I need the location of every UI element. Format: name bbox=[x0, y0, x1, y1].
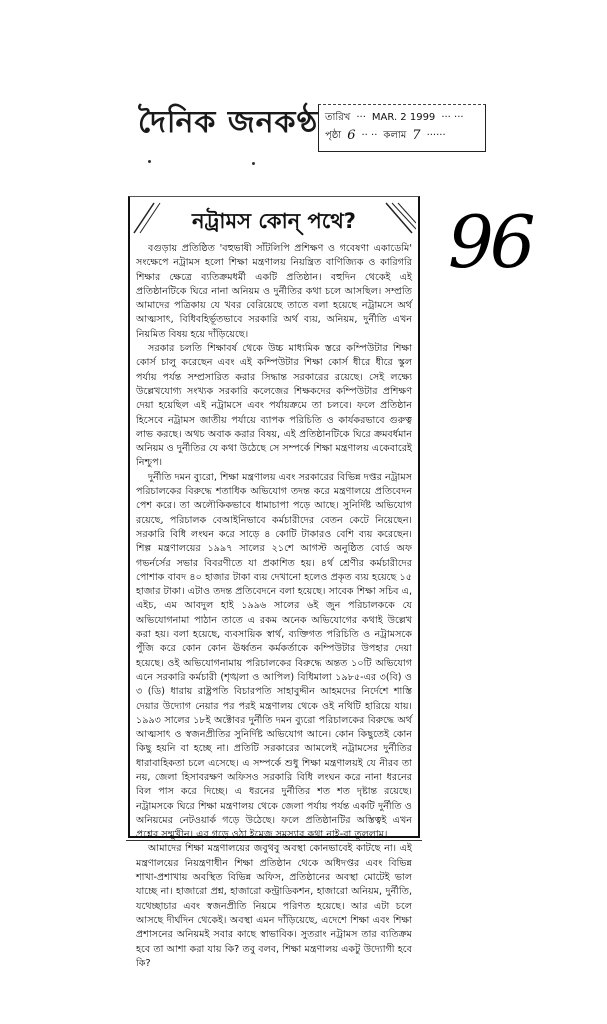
title-decoration-left bbox=[132, 201, 166, 235]
column-label: কলাম bbox=[383, 130, 407, 141]
title-decoration-right bbox=[382, 201, 416, 235]
article-title: নট্রামস কোন্ পথে? bbox=[191, 209, 356, 233]
article-paragraph: আমাদের শিক্ষা মন্ত্রণালয়ের জবুথবু অবস্থা কোনভাবেই কাটছে না। এই মন্ত্রণালয়ের নিয়ন্ত্রণাধীন শিক্ষা প্রতিষ্ঠান থেকে অধিদপ্তর এবং বিভিন্ন শাখা-প্রশাখায় অবস্থিত বিভিন্ন অফিস, প্রতিষ্ঠানের অবস্থা মোটেই ভাল যাচ্ছে না। হাজারো প্রশ্ন, হাজারো কন্ট্রাডিকশন, হাজারো অনিয়ম, দুর্নীতি, যথেচ্ছাচার এবং স্বজনপ্রীতি নিয়মে পরিণত হয়েছে। আর এটা চলে আসছে দীর্ঘদিন থেকেই। অবস্থা এমন দাঁড়িয়েছে, এদেশে শিক্ষা এবং শিক্ষা প্রশাসনের অনিয়মই সবার কাছে স্বাভাবিক। সুতরাং নট্রামস তার ব্যতিক্রম হবে তা আশা করা যায় কি? তবু বলব, শিক্ষা মন্ত্রণালয় একটু উদ্যোগী হবে কি? bbox=[136, 843, 412, 969]
date-value: MAR. 2 1999 bbox=[371, 112, 436, 123]
article-paragraph: দুর্নীতি দমন ব্যুরো, শিক্ষা মন্ত্রণালয় এবং সরকারের বিভিন্ন দপ্তর নট্রামস পরিচালকের বিরুদ্ধে শতাধিক অভিযোগ তদন্ত করে মন্ত্রণালয়ে প্রতিবেদন পেশ করে। তা অলৌকিকভাবে ধামাচাপা পড়ে আছে। সুনির্দিষ্ট অভিযোগ রয়েছে, পরিচালক বেআইনিভাবে কর্মচারীদের বেতন কেটে নিয়েছেন। সরকারি বিধি লংঘন করে সাড়ে ৪ কোটি টাকারও বেশি ব্যয় করেছেন। শিল্প মন্ত্রণালয়ের ১৯৯৭ সালের ২১শে আগস্ট অনুষ্ঠিত বোর্ড অফ গভর্নর্সের সভার বিবরণীতে যা প্রকাশিত হয়। ৪র্থ শ্রেণীর কর্মচারীদের পোশাক বাবদ ৪০ হাজার টাকা ব্যয় দেখানো হলেও প্রকৃত ব্যয় হয়েছে ১৫ হাজার টাকা। এটাও তদন্ত প্রতিবেদনে বলা হয়েছে। সাবেক শিক্ষা সচিব এ, এইচ, এম আবদুল হাই ১৯৯৬ সালের ৬ই জুন পরিচালককে যে অভিযোগনামা পাঠান তাতে এ রকম অনেক অভিযোগের কথাই উল্লেখ করা হয়। বলা হয়েছে, ব্যবসায়িক স্বার্থ, ব্যক্তিগত পরিচিতি ও নট্রামসকে পুঁজি করে কোন কোন ঊর্ধ্বতন কর্মকর্তাকে কম্পিউটার উপহার দেয়া হয়েছে। ওই অভিযোগনামায় পরিচালকের বিরুদ্ধে অন্তত ১০টি অভিযোগ এনে সরকারি কর্মচারী (শৃঙ্খলা ও আপিল) বিধিমালা ১৯৮৫-এর ৩(বি) ও ৩ (ডি) ধারায় রাষ্ট্রপতি বিচারপতি সাহাবুদ্দীন আহমদের নির্দেশে শাস্তি দেয়ার উদ্যোগ নেয়ার পর পরই মন্ত্রণালয় থেকে ওই নথিটি হারিয়ে যায়। ১৯৯৩ সালের ১৮ই অক্টোবর দুর্নীতি দমন ব্যুরো পরিচালকের বিরুদ্ধে অর্থ আত্মসাৎ ও স্বজনপ্রীতির সুনির্দিষ্ট অভিযোগ আনে। কোন কিছুতেই কোন কিছু হয়নি বা হচ্ছে না। প্রতিটি সরকারের আমলেই নট্রামসের দুর্নীতির ধারাবাহিকতা চলে এসেছে। এ সম্পর্কে শুধু শিক্ষা মন্ত্রণালয়ই যে নীরব তা নয়, জেলা হিসাবরক্ষণ অফিসও সরকারি বিধি লংঘন করে নানা ধরনের বিল পাস করে দিচ্ছে। এ ধরনের দুর্নীতির শত শত দৃষ্টান্ত রয়েছে। নট্রামসকে ঘিরে শিক্ষা মন্ত্রণালয় থেকে জেলা পর্যায় পর্যন্ত একটি দুর্নীতি ও অনিয়মের নেটওয়ার্ক গড়ে উঠেছে। ফলে প্রতিষ্ঠানটির অস্তিত্বই এখন প্রশ্নের সম্মুখীন। এর গড়ে ওঠা ইমেজ সমস্যার কথা নাই-বা তুললাম। bbox=[136, 471, 412, 841]
handwritten-number: 96 bbox=[448, 200, 532, 284]
newspaper-masthead: দৈনিক জনকণ্ঠ bbox=[138, 105, 319, 140]
article-body bbox=[136, 242, 412, 971]
column-value: 7 bbox=[412, 128, 421, 143]
article-paragraph: সরকার চলতি শিক্ষাবর্ষ থেকে উচ্চ মাধ্যমিক স্তরে কম্পিউটার শিক্ষা কোর্স চালু করেছেন এবং এই কম্পিউটার শিক্ষা কোর্স ধীরে ধীরে স্কুল পর্যায় পর্যন্ত সম্প্রসারিত করার সিদ্ধান্ত সরকারের রয়েছে। সেই লক্ষ্যে উল্লেখযোগ্য সংখ্যক সরকারি কলেজের শিক্ষকদের কম্পিউটার প্রশিক্ষণ দেয়া হয়েছিল এই নট্রামসে এবং পর্যায়ক্রমে তা চলবে। ফলে প্রতিষ্ঠান হিসেবে নট্রামস জাতীয় পর্যায়ে ব্যাপক পরিচিতি ও কার্যকরভাবে গুরুত্ব লাভ করছে। অথচ অবাক করার বিষয়, এই প্রতিষ্ঠানটিকে ঘিরে ক্রমবর্ধমান অনিয়ম ও দুর্নীতির যে কথা উঠেছে সে সম্পর্কে শিক্ষা মন্ত্রণালয় একেবারেই নিশ্চুপ। bbox=[136, 343, 413, 469]
page-value: 6 bbox=[347, 128, 356, 143]
scan-speck bbox=[148, 160, 151, 163]
newspaper-article bbox=[128, 196, 420, 969]
clipping-stamp: তারিখ ··· MAR. 2 1999 ··· ··· পৃষ্ঠা 6 ·· ·· কলাম 7 ······ bbox=[318, 104, 486, 152]
page-label: পৃষ্ঠা bbox=[325, 130, 342, 141]
scan-speck bbox=[252, 162, 255, 165]
article-paragraph: বগুড়ায় প্রতিষ্ঠিত 'বহুভাষী সাঁটলিপি প্রশিক্ষণ ও গবেষণা একাডেমি' সংক্ষেপে নট্রামস হলো শিক্ষা মন্ত্রণালয় নিয়ন্ত্রিত বাণিজ্যিক ও কারিগরি শিক্ষার ক্ষেত্রে ব্যতিক্রমধর্মী একটি প্রতিষ্ঠান। বহুদিন থেকেই এই প্রতিষ্ঠানটিকে ঘিরে নানা অনিয়ম ও দুর্নীতির কথা চলে আসছিল। সম্প্রতি আমাদের পত্রিকায় যে খবর বেরিয়েছে তাতে বলা হয়েছে নট্রামসে অর্থ আত্মসাৎ, বিধিবহির্ভূতভাবে সরকারি অর্থ ব্যয়, অনিয়ম, দুর্নীতি এখন নিয়মিত বিষয় হয়ে দাঁড়িয়েছে। bbox=[136, 243, 412, 340]
date-label: তারিখ bbox=[325, 112, 351, 123]
